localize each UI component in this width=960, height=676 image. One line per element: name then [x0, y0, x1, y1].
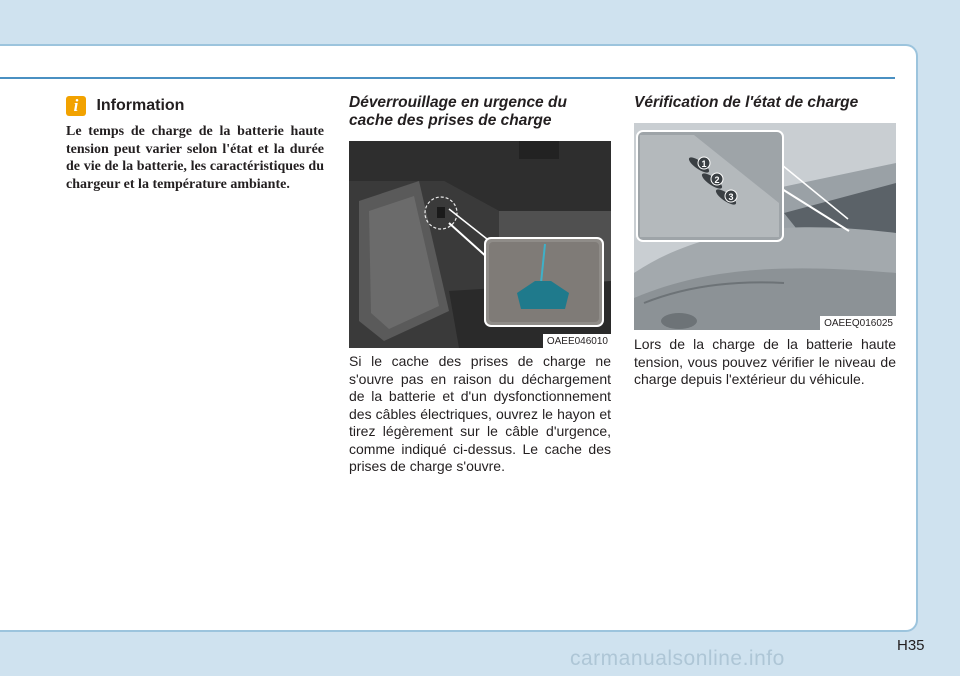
info-icon: i — [66, 96, 86, 116]
information-text: Le temps de charge de la batterie haute tension peut varier selon l'état et la durée de vie de la batterie, les caractéristiques du chargeur et la température ambiante. — [66, 124, 324, 192]
charge-status-text: Lors de la charge de la batterie haute tension, vous pouvez vérifier le niveau de charge depuis l'extérieur du véhicule. — [634, 336, 896, 387]
charge-image-code: OAEEQ016025 — [820, 316, 896, 330]
trunk-photo — [349, 141, 611, 348]
header-rule — [0, 77, 895, 79]
trunk-illustration — [349, 141, 611, 348]
emergency-release-title: Déverrouillage en urgence du cache des prises de charge — [349, 94, 567, 129]
indicator-1-label: 1 — [701, 159, 707, 169]
car-illustration — [634, 123, 896, 330]
information-title: Information — [96, 97, 185, 114]
car-photo — [634, 123, 896, 330]
information-heading — [66, 96, 184, 118]
emergency-release-text: Si le cache des prises de charge ne s'ouvre pas en raison du déchargement de la batterie et d'un dysfonctionnement des câbles électriques, ouvrez le hayon et tirez légèrement sur le câble d'urgence, comme indiqué ci-dessus. Le cache des prises de charge s'ouvre. — [349, 353, 611, 474]
emergency-image-code: OAEE046010 — [543, 334, 611, 348]
indicator-3-label: 3 — [728, 192, 734, 202]
charge-status-title: Vérification de l'état de charge — [634, 94, 859, 111]
watermark: carmanualsonline.info — [570, 647, 785, 670]
indicator-2-label: 2 — [714, 175, 720, 185]
page-number: H35 — [897, 637, 925, 654]
